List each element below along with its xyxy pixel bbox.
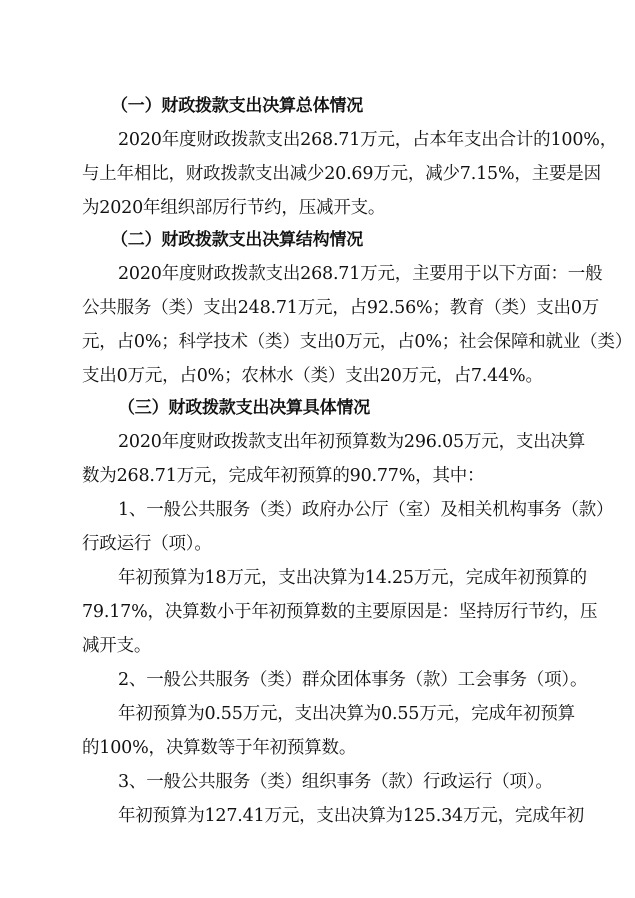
paragraph-line: 年初预算为127.41万元，支出决算为125.34万元，完成年初 [118, 806, 585, 826]
paragraph-line: 1、一般公共服务（类）政府办公厅（室）及相关机构事务（款） [118, 500, 614, 520]
paragraph-line: 行政运行（项）。 [82, 534, 212, 554]
paragraph-line: 公共服务（类）支出248.71万元，占92.56%；教育（类）支出0万 [82, 298, 600, 318]
section-heading-1: （一）财政拨款支出决算总体情况 [111, 96, 363, 116]
paragraph-line: 2020年度财政拨款支出268.71万元，占本年支出合计的100%， [118, 130, 617, 150]
paragraph-line: 年初预算为18万元，支出决算为14.25万元，完成年初预算的 [118, 568, 587, 588]
section-heading-3: （三）财政拨款支出决算具体情况 [118, 398, 370, 418]
paragraph-line: 减开支。 [82, 636, 152, 656]
paragraph-line: 与上年相比，财政拨款支出减少20.69万元，减少7.15%，主要是因 [82, 164, 601, 184]
paragraph-line: 支出0万元，占0%；农林水（类）支出20万元，占7.44%。 [82, 366, 543, 386]
paragraph-line: 为2020年组织部厉行节约，压减开支。 [82, 198, 386, 218]
paragraph-line: 数为268.71万元，完成年初预算的90.77%，其中： [82, 466, 485, 486]
paragraph-line: 的100%，决算数等于年初预算数。 [82, 738, 357, 758]
section-heading-2: （二）财政拨款支出决算结构情况 [111, 230, 363, 250]
paragraph-line: 元，占0%；科学技术（类）支出0万元，占0%；社会保障和就业（类） [82, 332, 633, 352]
paragraph-line: 3、一般公共服务（类）组织事务（款）行政运行（项）。 [118, 772, 553, 792]
paragraph-line: 2020年度财政拨款支出年初预算数为296.05万元，支出决算 [118, 432, 586, 452]
paragraph-line: 79.17%，决算数小于年初预算数的主要原因是：坚持厉行节约，压 [82, 602, 598, 622]
paragraph-line: 年初预算为0.55万元，支出决算为0.55万元，完成年初预算 [118, 704, 575, 724]
paragraph-line: 2、一般公共服务（类）群众团体事务（款）工会事务（项）。 [118, 670, 588, 690]
paragraph-line: 2020年度财政拨款支出268.71万元，主要用于以下方面：一般 [118, 264, 603, 284]
